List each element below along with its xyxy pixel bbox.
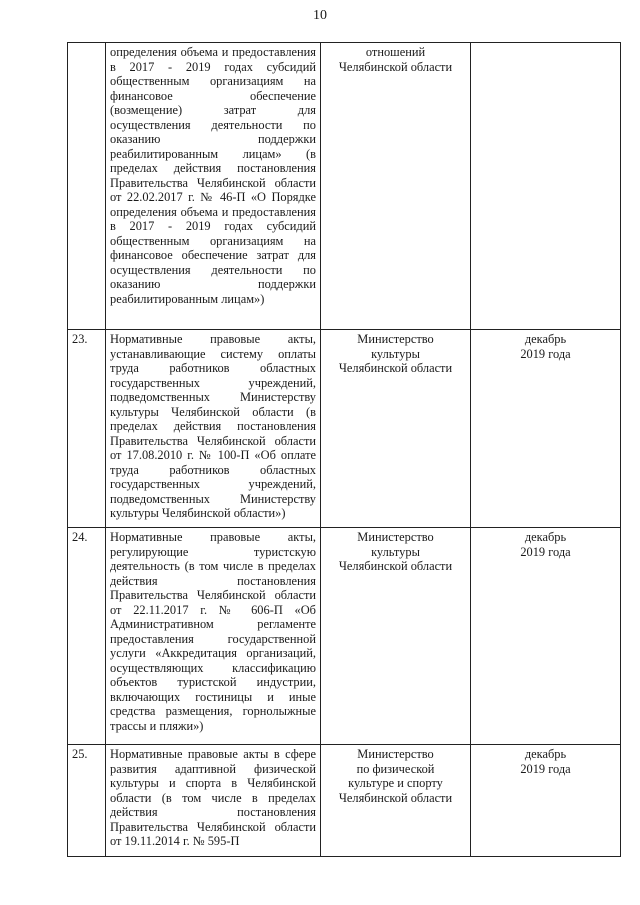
responsible-line: Челябинской области — [338, 361, 453, 375]
page-number: 10 — [313, 8, 327, 23]
responsible-executor — [321, 330, 471, 528]
plan-table — [67, 42, 621, 857]
responsible-executor — [321, 745, 471, 857]
table-row — [68, 43, 621, 330]
deadline — [471, 330, 621, 528]
table-row — [68, 330, 621, 528]
responsible-line: отношений — [365, 45, 426, 59]
row-number: 24. — [68, 528, 106, 745]
deadline — [471, 43, 621, 330]
responsible-line: культуры — [371, 544, 420, 559]
act-description: Нормативные правовые акты, устанавливающие систему оплаты труда работников областных государственных учреждений, подведомственных Министерству культуры Челябинской области (в пределах действия постановления Правительства Челябинской области от 17.08.2010 г. № 100-П «Об оплате труда работников областных государственных учреждений, подведомственных Министерству культуры Челябинской области») — [106, 330, 321, 528]
responsible-executor — [321, 528, 471, 745]
deadline-line: декабрь — [524, 332, 567, 346]
responsible-line: культуры — [371, 346, 420, 361]
responsible-line: Министерство — [357, 747, 434, 761]
table-row — [68, 745, 621, 857]
deadline-line: 2019 года — [520, 544, 571, 559]
act-description: Нормативные правовые акты в сфере развития адаптивной физической культуры и спорта в Челябинской области (в том числе в пределах действия постановления Правительства Челябинской области от 19.11.2014 г. № 595-П — [106, 745, 321, 857]
responsible-line: Министерство — [357, 530, 434, 544]
deadline-line: 2019 года — [520, 761, 571, 776]
responsible-line: Челябинской области — [338, 559, 453, 573]
responsible-line: Челябинской области — [338, 790, 453, 805]
responsible-executor — [321, 43, 471, 330]
row-number — [68, 43, 106, 330]
deadline — [471, 745, 621, 857]
deadline — [471, 528, 621, 745]
act-description: определения объема и предоставления в 2017 - 2019 годах субсидий общественным организациям на финансовое обеспечение (возмещение) затрат для осуществления деятельности по оказанию поддержки реабилитированным лицам» (в пределах действия постановления Правительства Челябинской области от 22.02.2017 г. № 46-П «О Порядке определения объема и предоставления в 2017 - 2019 годах субсидий общественным организациям на финансовое обеспечение затрат для осуществления деятельности по оказанию поддержки реабилитированным лицам») — [106, 43, 321, 330]
row-number: 23. — [68, 330, 106, 528]
responsible-line: Министерство — [357, 332, 434, 346]
row-number: 25. — [68, 745, 106, 857]
deadline-line: 2019 года — [520, 346, 571, 361]
responsible-line: культуре и спорту — [348, 776, 443, 790]
act-description: Нормативные правовые акты, регулирующие туристскую деятельность (в том числе в пределах действия постановления Правительства Челябинской области от 22.11.2017 г. № 606-П «Об Административном регламенте предоставления государственной услуги «Аккредитация организаций, осуществляющих классификацию объектов туристской индустрии, включающих гостиницы и иные средства размещения, горнолыжные трассы и пляжи») — [106, 528, 321, 745]
responsible-line: по физической — [356, 761, 435, 776]
deadline-line: декабрь — [524, 747, 567, 761]
deadline-line: декабрь — [524, 530, 567, 544]
table-row — [68, 528, 621, 745]
responsible-line: Челябинской области — [338, 59, 453, 74]
